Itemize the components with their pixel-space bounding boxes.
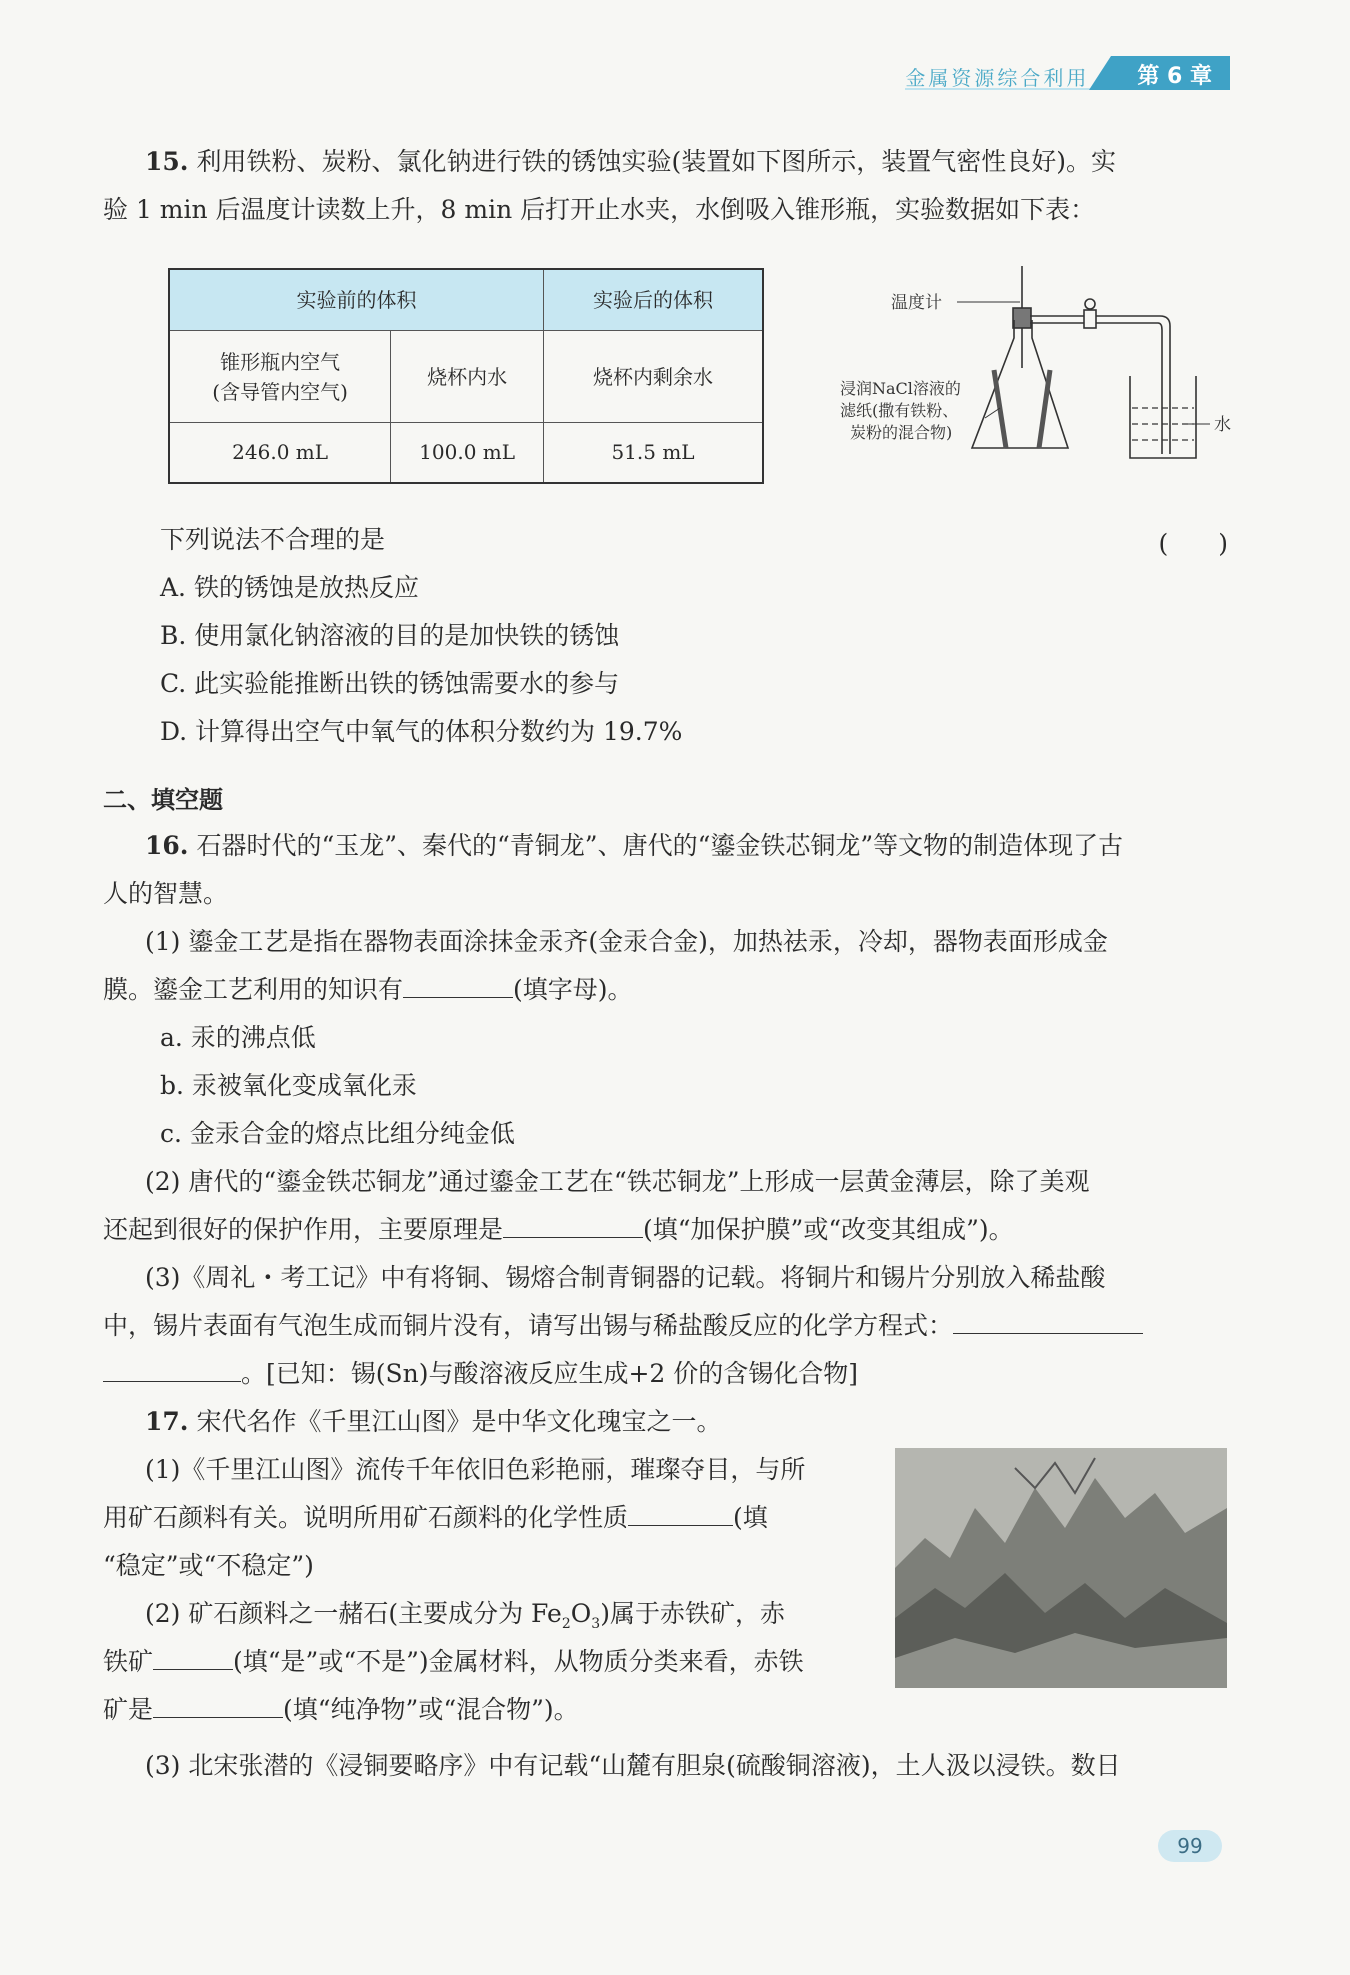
q15-data-table xyxy=(168,268,764,484)
answer-blank[interactable] xyxy=(403,969,513,998)
page-header xyxy=(905,56,1230,90)
q16-part3-line3: 。[已知：锡(Sn)与酸溶液反应生成+2 价的含锡化合物] xyxy=(103,1350,1228,1398)
answer-blank[interactable] xyxy=(628,1497,733,1526)
answer-blank[interactable] xyxy=(503,1209,643,1238)
table-cell-val1: 246.0 mL xyxy=(169,423,391,483)
filter-label-2: 滤纸(撒有铁粉、 xyxy=(840,401,959,420)
answer-blank[interactable] xyxy=(153,1689,283,1718)
q16-part3-line2: 中，锡片表面有气泡生成而铜片没有，请写出锡与稀盐酸反应的化学方程式： xyxy=(103,1302,1228,1350)
q16-part1-line1: (1) 鎏金工艺是指在器物表面涂抹金汞齐(金汞合金)，加热祛汞，冷却，器物表面形成金 xyxy=(145,927,1108,956)
q16-part2-line2: 还起到很好的保护作用，主要原理是 (填“加保护膜”或“改变其组成”)。 xyxy=(103,1206,1228,1254)
landscape-painting-image xyxy=(895,1448,1227,1688)
page-number: 99 xyxy=(1158,1830,1222,1862)
q16-option-a: a. 汞的沸点低 xyxy=(160,1023,316,1052)
water-label: 水 xyxy=(1214,415,1231,435)
q17-part1-line1: (1)《千里江山图》流传千年依旧色彩艳丽，璀璨夺目，与所 xyxy=(145,1455,806,1484)
q17-part2-line1: (2) 矿石颜料之一赭石(主要成分为 $Fe_2O_3$)属于赤铁矿，赤 xyxy=(145,1599,785,1632)
q15-option-b: B. 使用氯化钠溶液的目的是加快铁的锈蚀 xyxy=(160,621,620,650)
table-cell-flask-air: 锥形瓶内空气 (含导管内空气) xyxy=(169,331,391,423)
q16-option-c: c. 金汞合金的熔点比组分纯金低 xyxy=(160,1119,515,1148)
q16-part3-line1: (3)《周礼・考工记》中有将铜、锡熔合制青铜器的记载。将铜片和锡片分别放入稀盐酸 xyxy=(145,1263,1106,1292)
q15-option-d: D. 计算得出空气中氧气的体积分数约为 19.7% xyxy=(160,717,683,746)
answer-paren: ( ) xyxy=(1158,529,1228,558)
table-header-after: 实验后的体积 xyxy=(544,269,763,331)
chapter-badge: 第 6 章 xyxy=(1111,56,1230,90)
q15-option-c: C. 此实验能推断出铁的锈蚀需要水的参与 xyxy=(160,669,620,698)
table-cell-beaker-water: 烧杯内水 xyxy=(391,331,544,423)
q16-part2-line1: (2) 唐代的“鎏金铁芯铜龙”通过鎏金工艺在“铁芯铜龙”上形成一层黄金薄层，除了美观 xyxy=(145,1167,1090,1196)
section-2-title: 二、填空题 xyxy=(103,786,223,814)
answer-blank[interactable] xyxy=(103,1353,241,1382)
rust-experiment-apparatus xyxy=(840,258,1240,468)
section-title: 金属资源综合利用 xyxy=(905,56,1111,90)
answer-blank[interactable] xyxy=(953,1305,1143,1334)
q17-part2-line3: 矿是 (填“纯净物”或“混合物”)。 xyxy=(103,1686,883,1734)
q17-part3-line1: (3) 北宋张潜的《浸铜要略序》中有记载“山麓有胆泉(硫酸铜溶液)，土人汲以浸铁。数日 xyxy=(145,1751,1121,1780)
q17-stem: 17. 宋代名作《千里江山图》是中华文化瑰宝之一。 xyxy=(145,1407,722,1436)
q15-prompt: 下列说法不合理的是 xyxy=(160,525,386,554)
q15-option-a: A. 铁的锈蚀是放热反应 xyxy=(160,573,419,602)
q16-part1-line2: 膜。鎏金工艺利用的知识有 (填字母)。 xyxy=(103,966,1228,1014)
table-cell-val2: 100.0 mL xyxy=(391,423,544,483)
q15-line1: 利用铁粉、炭粉、氯化钠进行铁的锈蚀实验(装置如下图所示，装置气密性良好)。实 xyxy=(196,147,1116,176)
filter-label-3: 炭粉的混合物) xyxy=(850,423,953,442)
table-cell-remaining-water: 烧杯内剩余水 xyxy=(544,331,763,423)
q15-line2: 验 1 min 后温度计读数上升，8 min 后打开止水夹，水倒吸入锥形瓶，实验数据如下表： xyxy=(103,195,1096,224)
filter-label-1: 浸润NaCl溶液的 xyxy=(840,379,961,398)
q15-number: 15. xyxy=(145,147,189,176)
table-cell-val3: 51.5 mL xyxy=(544,423,763,483)
q16-option-b: b. 汞被氧化变成氧化汞 xyxy=(160,1071,417,1100)
q17-part1-line3: “稳定”或“不稳定”) xyxy=(103,1551,314,1580)
q15-stem xyxy=(103,138,1228,186)
q17-part1-line2: 用矿石颜料有关。说明所用矿石颜料的化学性质 (填 xyxy=(103,1494,883,1542)
q17-part2-line2: 铁矿 (填“是”或“不是”)金属材料，从物质分类来看，赤铁 xyxy=(103,1638,883,1686)
q16-stem: 16. 石器时代的“玉龙”、秦代的“青铜龙”、唐代的“鎏金铁芯铜龙”等文物的制造体现了古 xyxy=(145,831,1124,860)
table-header-before: 实验前的体积 xyxy=(169,269,544,331)
thermometer-label: 温度计 xyxy=(891,293,942,313)
q16-stem-2: 人的智慧。 xyxy=(103,879,229,908)
answer-blank[interactable] xyxy=(153,1641,233,1670)
